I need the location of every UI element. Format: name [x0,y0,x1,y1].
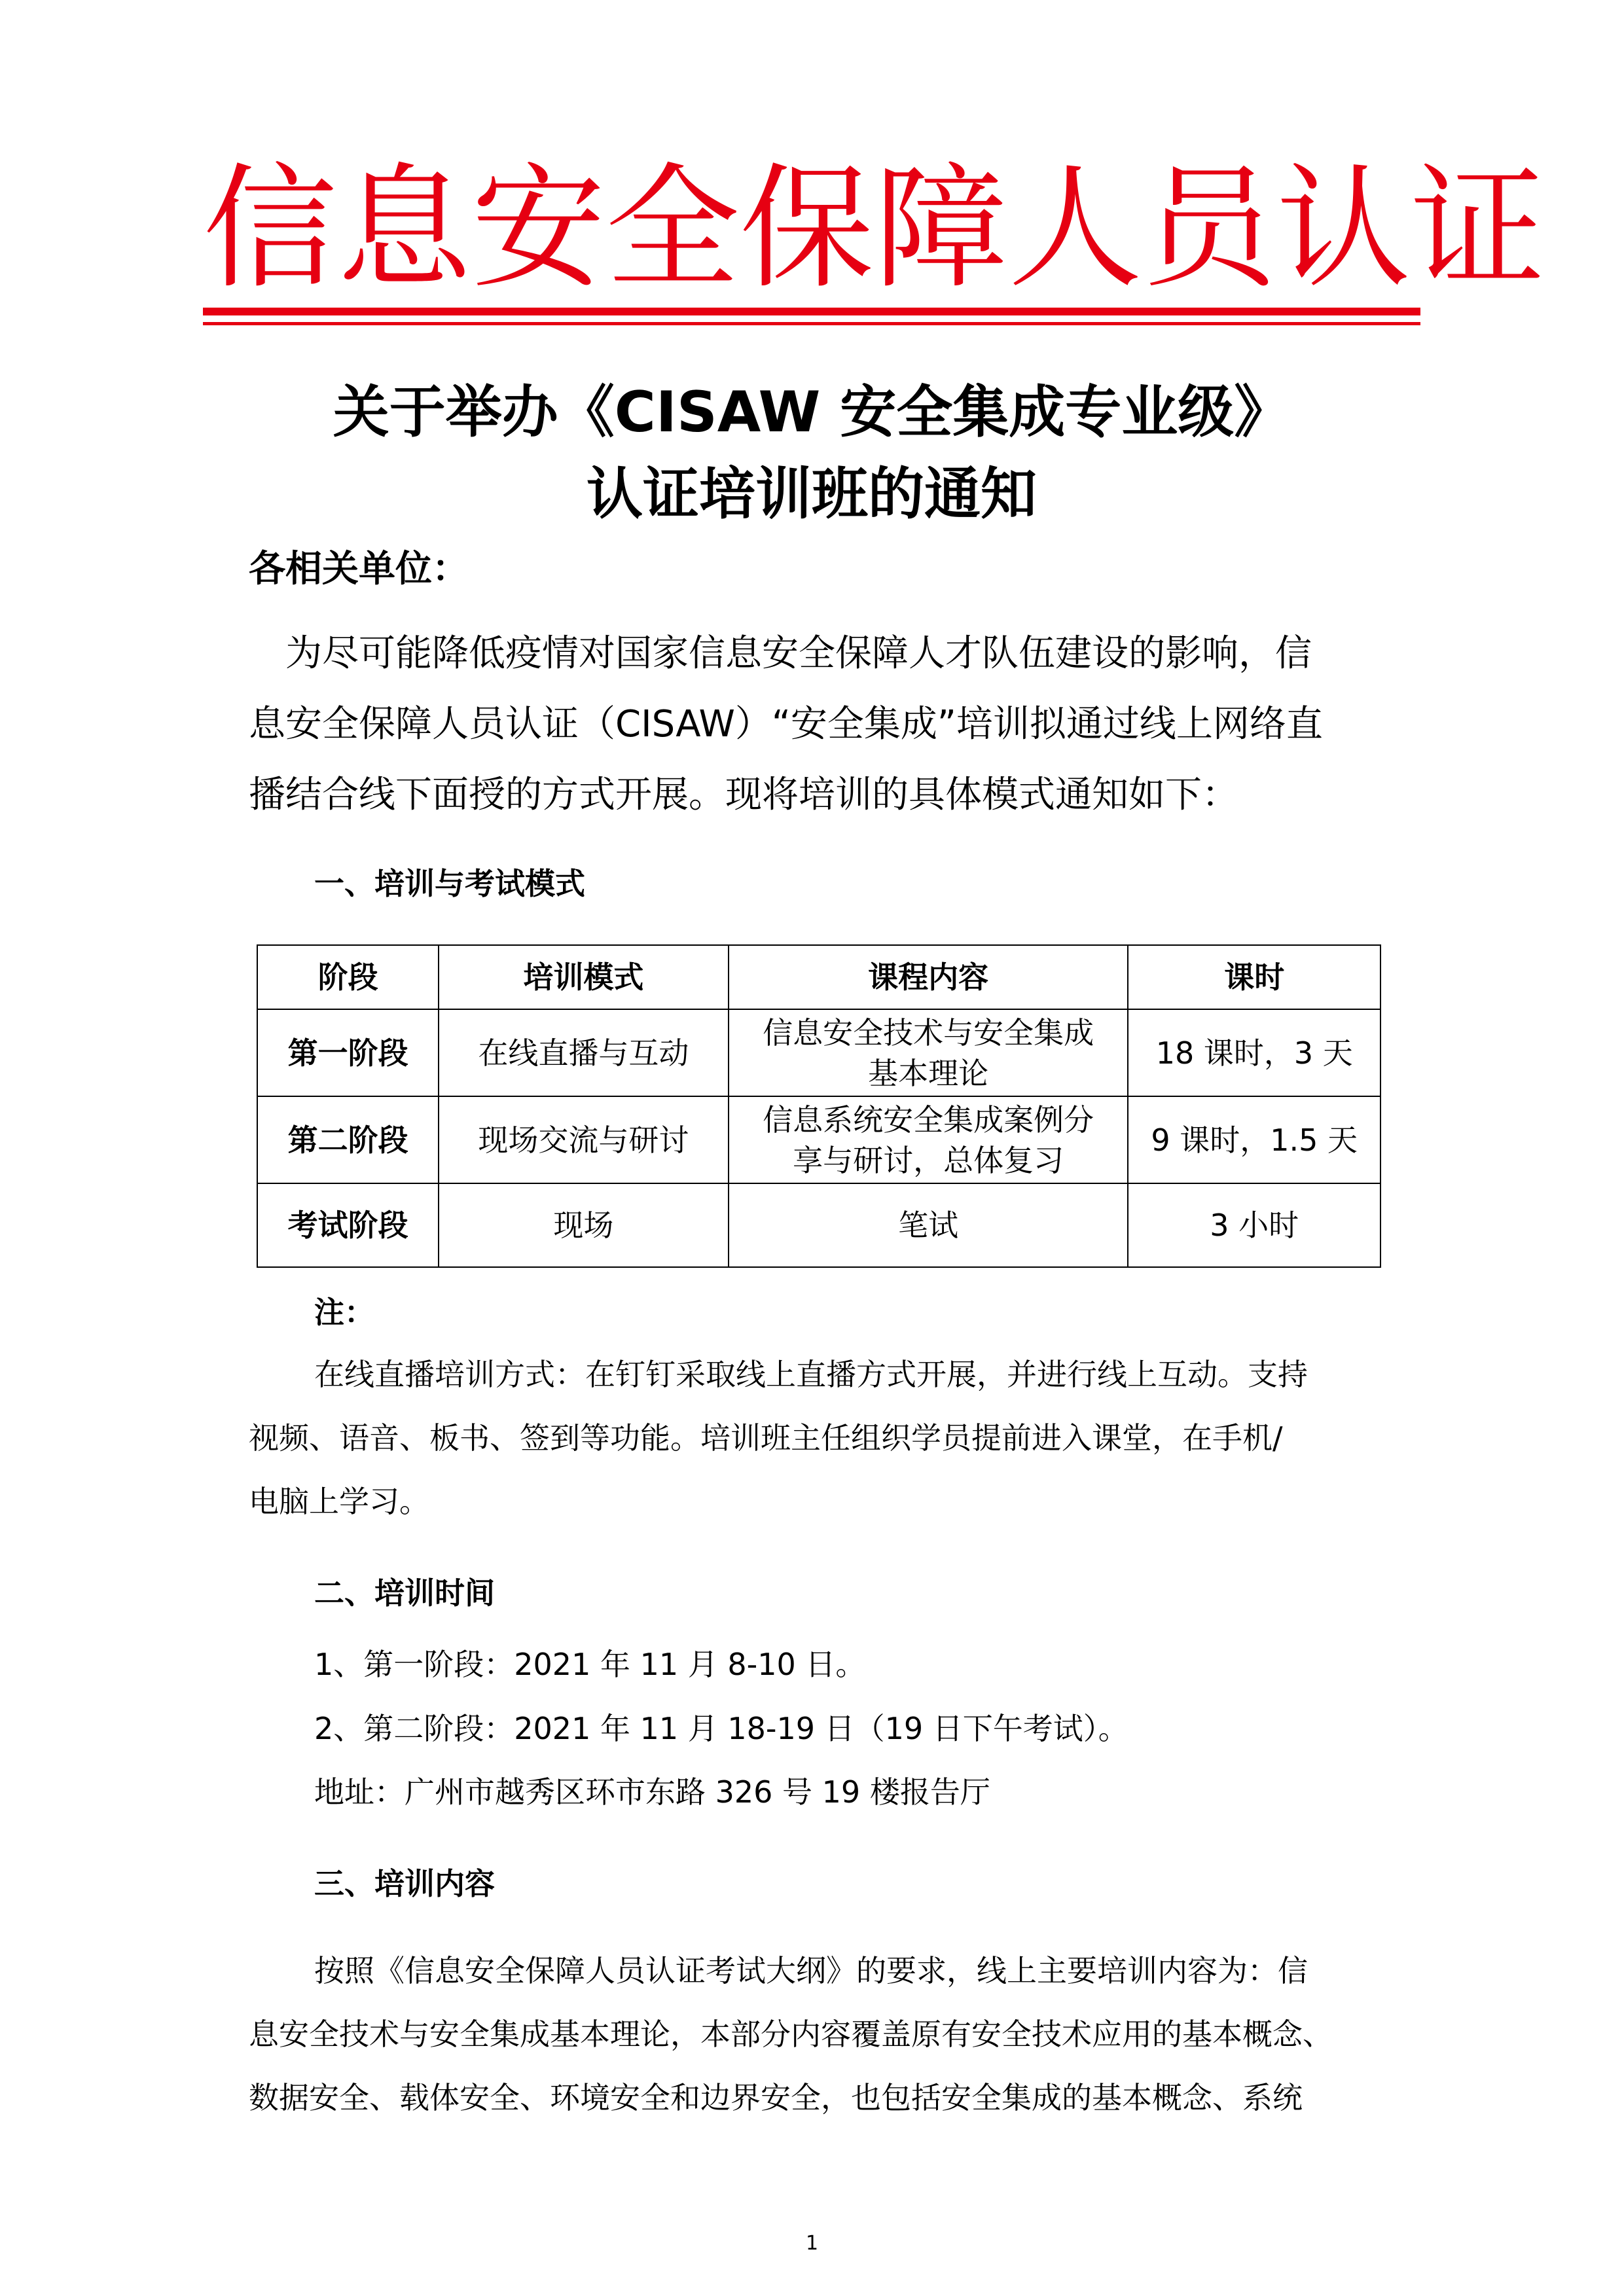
salutation: 各相关单位： [249,548,469,590]
content-line: 数据安全、载体安全、环境安全和边界安全，也包括安全集成的基本概念、系统 [249,2080,1303,2115]
table-cell-hours: 9 课时，1.5 天 [1128,1096,1380,1183]
table-header-stage: 阶段 [257,945,439,1009]
table-cell-content-line: 基本理论 [868,1055,989,1091]
intro-line: 播结合线下面授的方式开展。现将培训的具体模式通知如下： [249,774,1238,816]
content-paragraph [249,1939,1401,2130]
note-label: 注： [314,1295,374,1330]
note-line: 电脑上学习。 [249,1484,429,1519]
table-cell-hours: 18 课时，3 天 [1128,1009,1380,1096]
table-cell-content [729,1096,1128,1183]
table-cell-content: 笔试 [729,1183,1128,1267]
content-line: 息安全技术与安全集成基本理论，本部分内容覆盖原有安全技术应用的基本概念、 [249,2017,1333,2052]
table-header-hours: 课时 [1128,945,1380,1009]
table-cell-content-line: 享与研讨，总体复习 [793,1142,1064,1178]
letterhead-rule-thin [203,322,1420,325]
intro-line: 为尽可能降低疫情对国家信息安全保障人才队伍建设的影响，信 [249,632,1312,675]
content-line: 按照《信息安全保障人员认证考试大纲》的要求，线上主要培训内容为：信 [314,1953,1308,1988]
table-cell-stage: 第二阶段 [257,1096,439,1183]
section-3-heading: 三、培训内容 [314,1866,495,1901]
table-cell-content-line: 信息安全技术与安全集成 [763,1014,1094,1050]
schedule-line: 1、第一阶段：2021 年 11 月 8-10 日。 [314,1647,866,1682]
note-paragraph [249,1343,1401,1534]
page-number: 1 [805,2232,819,2255]
table-header-row [257,945,1380,1009]
intro-line: 息安全保障人员认证（CISAW）“安全集成”培训拟通过线上网络直 [249,703,1323,745]
table-row [257,1096,1380,1183]
intro-paragraph [249,619,1401,831]
table-header-mode: 培训模式 [439,945,729,1009]
table-cell-mode: 现场 [439,1183,729,1267]
table-cell-content-line: 信息系统安全集成案例分 [763,1102,1094,1138]
note-line: 在线直播培训方式：在钉钉采取线上直播方式开展，并进行线上互动。支持 [314,1357,1308,1392]
table-row [257,1183,1380,1267]
notice-title-line-1: 关于举办《CISAW 安全集成专业级》 [333,380,1291,445]
table-header-content: 课程内容 [729,945,1128,1009]
schedule-line: 2、第二阶段：2021 年 11 月 18-19 日（19 日下午考试）。 [314,1711,1128,1746]
section-1-heading: 一、培训与考试模式 [314,866,585,901]
letterhead-title: 信息安全保障人员认证 [203,151,1545,307]
table-cell-content [729,1009,1128,1096]
letterhead-rule-thick [203,308,1420,315]
table-cell-hours: 3 小时 [1128,1183,1380,1267]
table-cell-stage: 考试阶段 [257,1183,439,1267]
notice-title-line-2: 认证培训班的通知 [586,461,1037,527]
table-cell-mode: 在线直播与互动 [439,1009,729,1096]
address-line: 地址：广州市越秀区环市东路 326 号 19 楼报告厅 [314,1774,990,1810]
note-line: 视频、语音、板书、签到等功能。培训班主任组织学员提前进入课堂，在手机/ [249,1420,1283,1456]
table-cell-stage: 第一阶段 [257,1009,439,1096]
table-row [257,1009,1380,1096]
training-mode-table [257,944,1381,1268]
section-2-heading: 二、培训时间 [314,1575,495,1611]
table-cell-mode: 现场交流与研讨 [439,1096,729,1183]
